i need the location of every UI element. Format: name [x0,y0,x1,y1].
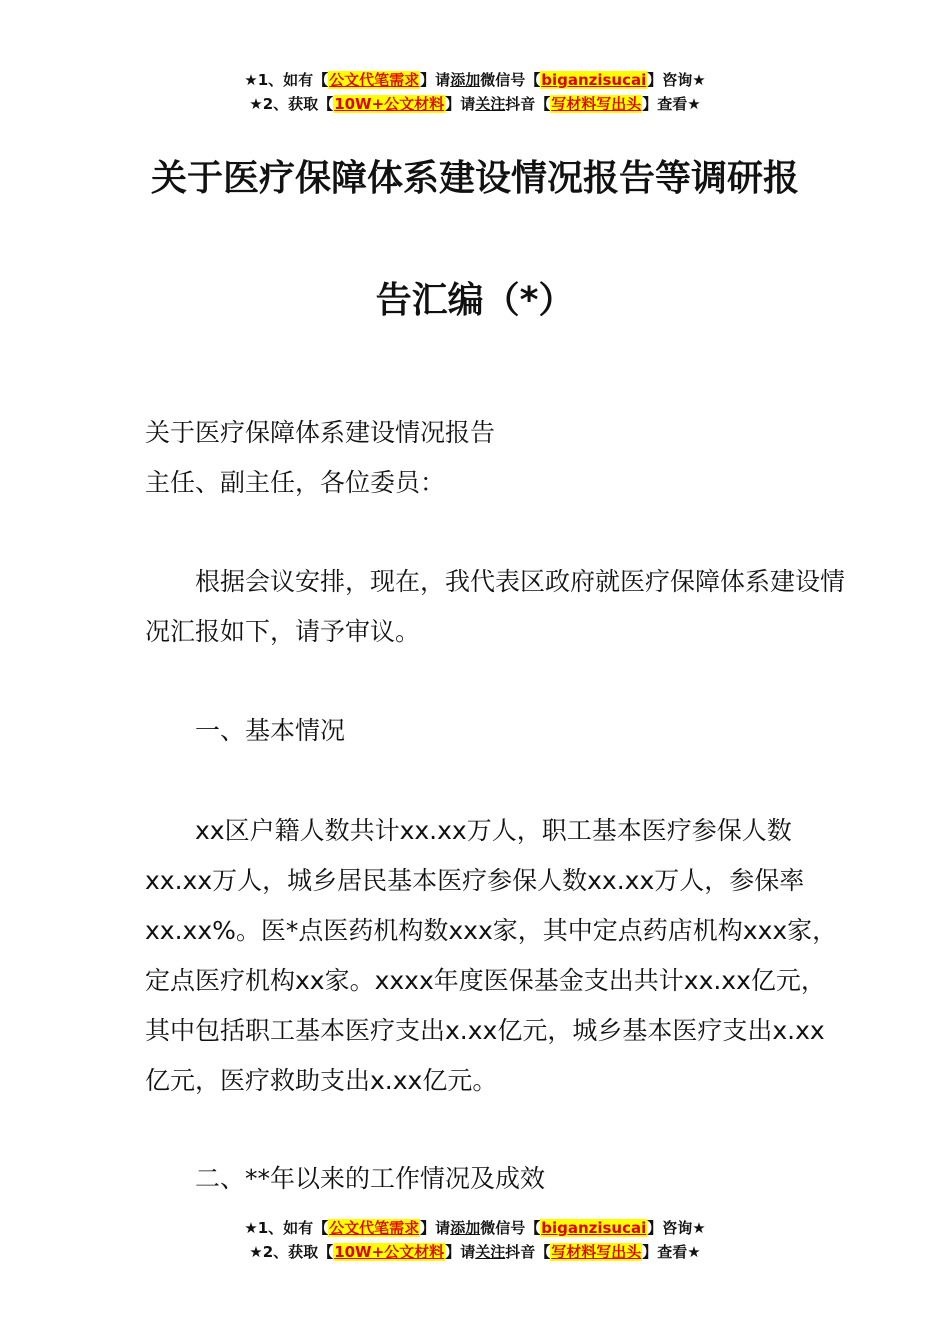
banner-text: ★1、如有【 [244,1219,329,1237]
banner-underline: 添加 [450,1219,481,1237]
banner-text: 】咨询★ [647,1219,706,1237]
banner-text: ★2、获取【 [249,95,334,113]
banner-text: 】请 [445,1243,476,1261]
banner-text: 微信号【 [480,71,541,89]
banner-underline: 关注 [475,95,506,113]
banner-underline: 关注 [475,1243,506,1261]
banner-highlight: 10W+公文材料 [334,1243,445,1261]
banner-highlight: 公文代笔需求 [329,1219,420,1237]
section-heading-2: 二、**年以来的工作情况及成效 [195,1164,546,1193]
banner-text: 】请 [420,1219,451,1237]
document-title-line-2: 告汇编（*） [375,280,575,321]
banner-text: ★1、如有【 [244,71,329,89]
banner-text: ★2、获取【 [249,1243,334,1261]
banner-text: 微信号【 [480,1219,541,1237]
banner-line-1 [0,1216,950,1240]
section-1-paragraph: xx区户籍人数共计xx.xx万人，职工基本医疗参保人数xx.xx万人，城乡居民基本医疗参保人数xx.xx万人，参保率xx.xx%。医*点医药机构数xxx家，其中定点药店机构xxx家，定点医疗机构xx家。xxxx年度医保基金支出共计xx.xx亿元，其中包括职工基本医疗支出x.xx亿元，城乡基本医疗支出x.xx亿元，医疗救助支出x.xx亿元。 [145,816,838,1095]
salutation: 主任、副主任，各位委员： [145,468,446,497]
banner-highlight: biganzisucai [541,71,647,89]
banner-line-1 [0,68,950,92]
banner-text: 抖音【 [505,95,551,113]
banner-highlight: 写材料写出头 [551,95,642,113]
header-banner [0,68,950,116]
banner-text: 】查看★ [642,95,701,113]
report-subtitle: 关于医疗保障体系建设情况报告 [145,418,496,447]
banner-underline: 添加 [450,71,481,89]
footer-banner [0,1216,950,1264]
banner-highlight: 10W+公文材料 [334,95,445,113]
banner-highlight: 公文代笔需求 [329,71,420,89]
banner-text: 抖音【 [505,1243,551,1261]
section-heading-1: 一、基本情况 [195,716,346,745]
banner-text: 】查看★ [642,1243,701,1261]
banner-line-2 [0,1240,950,1264]
banner-line-2 [0,92,950,116]
banner-text: 】咨询★ [647,71,706,89]
banner-highlight: biganzisucai [541,1219,647,1237]
banner-text: 】请 [445,95,476,113]
banner-highlight: 写材料写出头 [551,1243,642,1261]
banner-text: 】请 [420,71,451,89]
document-title-line-1: 关于医疗保障体系建设情况报告等调研报 [150,158,799,199]
intro-paragraph: 根据会议安排，现在，我代表区政府就医疗保障体系建设情况汇报如下，请予审议。 [145,567,846,646]
